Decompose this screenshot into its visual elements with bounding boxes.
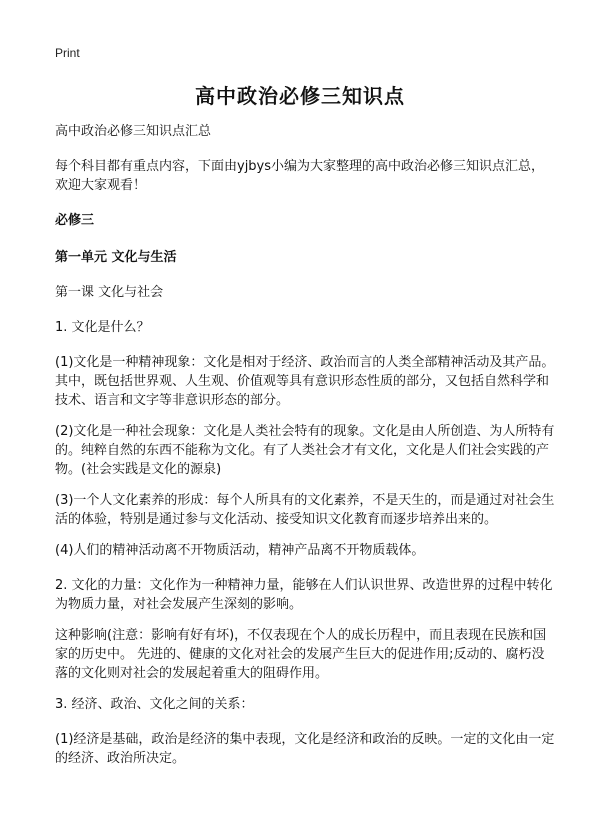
volume-heading: 必修三	[55, 213, 95, 228]
paragraph-1-2: (2)文化是一种社会现象：文化是人类社会特有的现象。文化是由人所创造、为人所特有的。纯粹自然的东西不能称为文化。有了人类社会才有文化，文化是人们社会实践的产物。(社会实践是文化的源泉)	[55, 424, 555, 477]
summary-paragraph: 高中政治必修三知识点汇总	[55, 124, 212, 139]
paragraph-1-4: (4)人们的精神活动离不开物质活动，精神产品离不开物质载体。	[55, 543, 425, 558]
question-1: 1. 文化是什么？	[55, 320, 150, 335]
paragraph-3-1: (1)经济是基础，政治是经济的集中表现，文化是经济和政治的反映。一定的文化由一定的经济、政治所决定。	[55, 732, 555, 766]
paragraph-1-3: (3)一个人文化素养的形成：每个人所具有的文化素养，不是天生的，而是通过对社会生活的体验，特别是通过参与文化活动、接受知识文化教育而逐步培养出来的。	[55, 493, 555, 527]
print-label: Print	[55, 46, 80, 60]
document-body	[55, 122, 555, 780]
unit-heading: 第一单元 文化与生活	[55, 250, 177, 265]
question-2: 2. 文化的力量：文化作为一种精神力量，能够在人们认识世界、改造世界的过程中转化为物质力量，对社会发展产生深刻的影响。	[55, 578, 553, 612]
paragraph-2-1: 这种影响(注意：影响有好有坏)，不仅表现在个人的成长历程中，而且表现在民族和国家的历史中。 先进的、健康的文化对社会的发展产生巨大的促进作用;反动的、腐朽没落的文化则对社会的发展起着重大的阻碍作用。	[55, 628, 547, 681]
intro-paragraph: 每个科目都有重点内容，下面由yjbys小编为大家整理的高中政治必修三知识点汇总，欢迎大家观看！	[55, 159, 545, 193]
question-3: 3. 经济、政治、文化之间的关系：	[55, 697, 254, 712]
lesson-heading: 第一课 文化与社会	[55, 285, 164, 300]
document-title: 高中政治必修三知识点	[195, 84, 405, 108]
paragraph-1-1: (1)文化是一种精神现象：文化是相对于经济、政治而言的人类全部精神活动及其产品。其中，既包括世界观、人生观、价值观等具有意识形态性质的部分，又包括自然科学和技术、语言和文字等非意识形态的部分。	[55, 355, 555, 408]
